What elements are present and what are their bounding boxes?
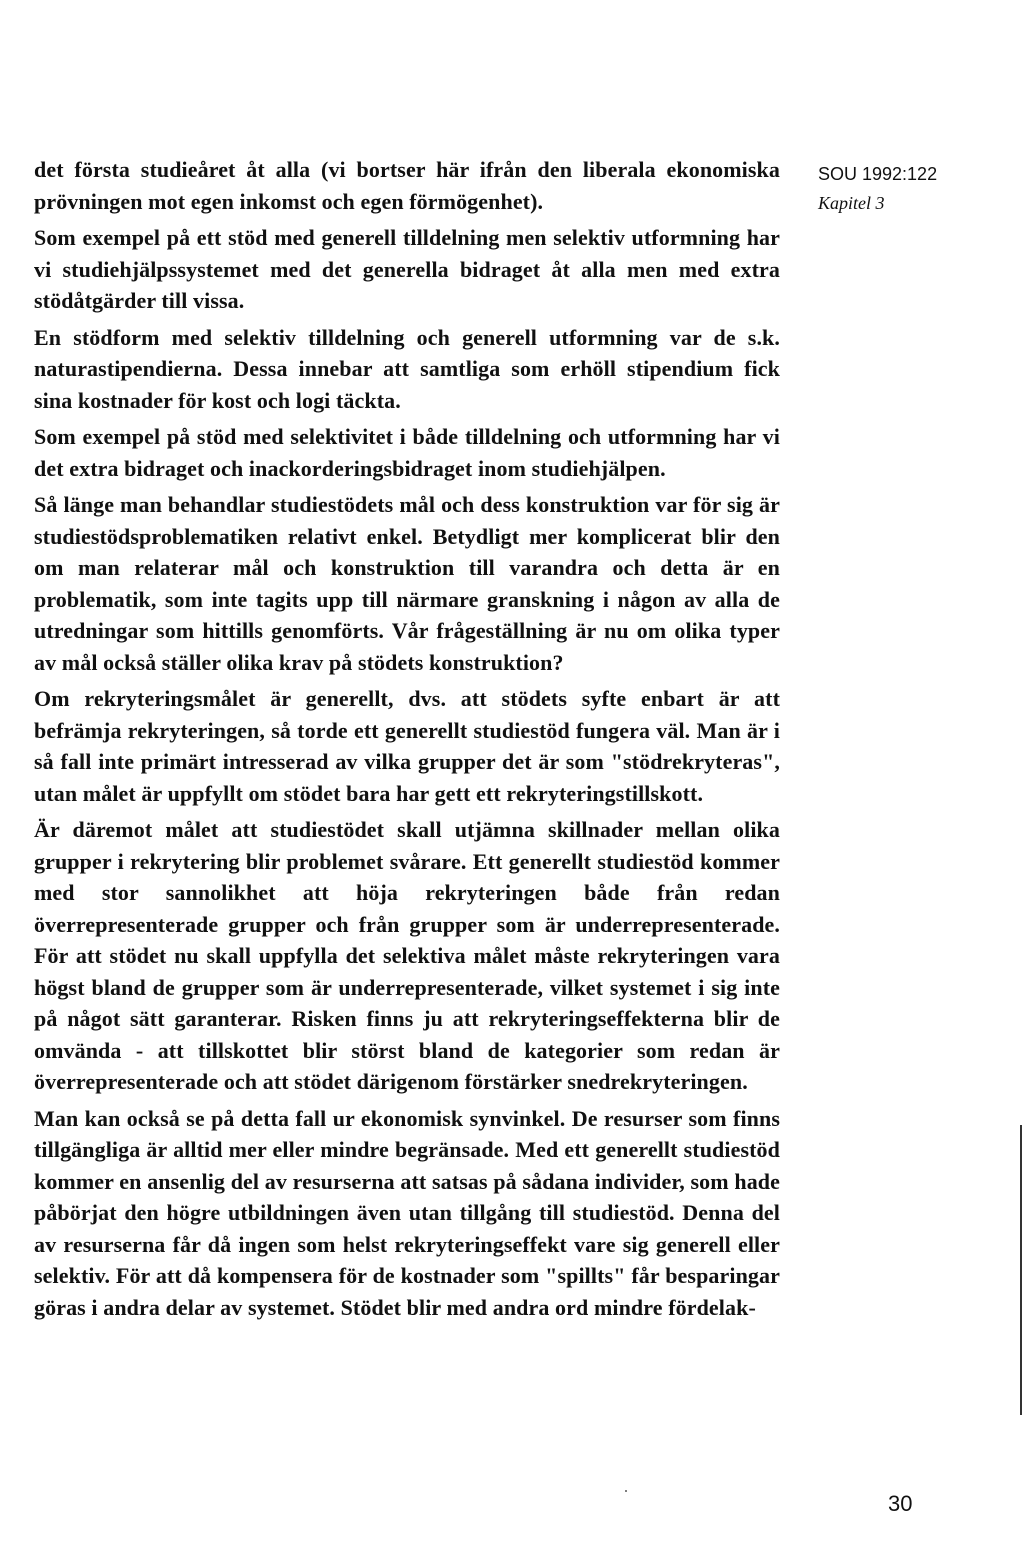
chapter-label: Kapitel 3	[818, 193, 885, 213]
margin-rule	[1020, 1125, 1022, 1415]
paragraph: Är däremot målet att studiestödet skall utjämna skillnader mellan olika grupper i rekrytering blir problemet svårare. Ett generellt studiestöd kommer med stor sannolikhet att höja rekryteringen både från redan överrepresenterade grupper och från grupper som är underrepresenterade. För att stödet nu skall uppfylla det selektiva målet måste rekryteringen vara högst bland de grupper som är underrepresenterade, vilket systemet i sig inte på något sätt garanterar. Risken finns ju att rekryteringseffekterna blir de omvända - att tillskottet blir störst bland de kategorier som redan är överrepresenterade och att stödet därigenom förstärker snedrekryteringen.	[34, 817, 780, 1094]
paragraph: Man kan också se på detta fall ur ekonomisk synvinkel. De resurser som finns tillgängliga är alltid mer eller mindre begränsade. Med ett generellt studiestöd kommer en ansenlig del av resurserna att satsas på sådana individer, som hade påbörjat den högre utbildningen även utan tillgång till studiestöd. Denna del av resurserna får då ingen som helst rekryteringseffekt vare sig generell eller selektiv. För att då kompensera för de kostnader som "spillts" får besparingar göras i andra delar av systemet. Stödet blir med andra ord mindre fördelak-	[34, 1105, 780, 1320]
scan-speck	[625, 1490, 627, 1492]
running-head	[818, 160, 998, 218]
paragraph: En stödform med selektiv tilldelning och generell utformning var de s.k. naturastipendierna. Dessa innebar att samtliga som erhöll stipendium fick sina kostnader för kost och logi täckta.	[34, 324, 780, 413]
paragraph: Som exempel på ett stöd med generell tilldelning men selektiv utformning har vi studiehjälpssystemet med det generella bidraget åt alla men med extra stödåtgärder till vissa.	[34, 225, 780, 313]
paragraph: Så länge man behandlar studiestödets mål och dess konstruktion var för sig är studiestödsproblematiken relativt enkel. Betydligt mer komplicerat blir den om man relaterar mål och konstruktion till varandra och detta är en problematik, som inte tagits upp till närmare granskning i någon av alla de utredningar som hittills genomförts. Vår frågeställning är nu om olika typer av mål också ställer olika krav på stödets konstruktion?	[34, 492, 780, 675]
series-label: SOU 1992:122	[818, 164, 938, 184]
paragraph: Om rekryteringsmålet är generellt, dvs. att stödets syfte enbart är att befrämja rekryteringen, så torde ett generellt studiestöd fungera väl. Man är i så fall inte primärt intresserad av vilka grupper det är som "stödrekryteras", utan målet är uppfyllt om stödet bara har gett ett rekryteringstillskott.	[34, 686, 780, 806]
page-number: 30	[888, 1491, 913, 1516]
body-text	[34, 154, 780, 1323]
paragraph: Som exempel på stöd med selektivitet i både tilldelning och utformning har vi det extra bidraget och inackorderingsbidraget inom studiehjälpen.	[34, 424, 780, 481]
paragraph: det första studieåret åt alla (vi bortser här ifrån den liberala ekonomiska prövningen mot egen inkomst och egen förmögenhet).	[34, 157, 780, 214]
